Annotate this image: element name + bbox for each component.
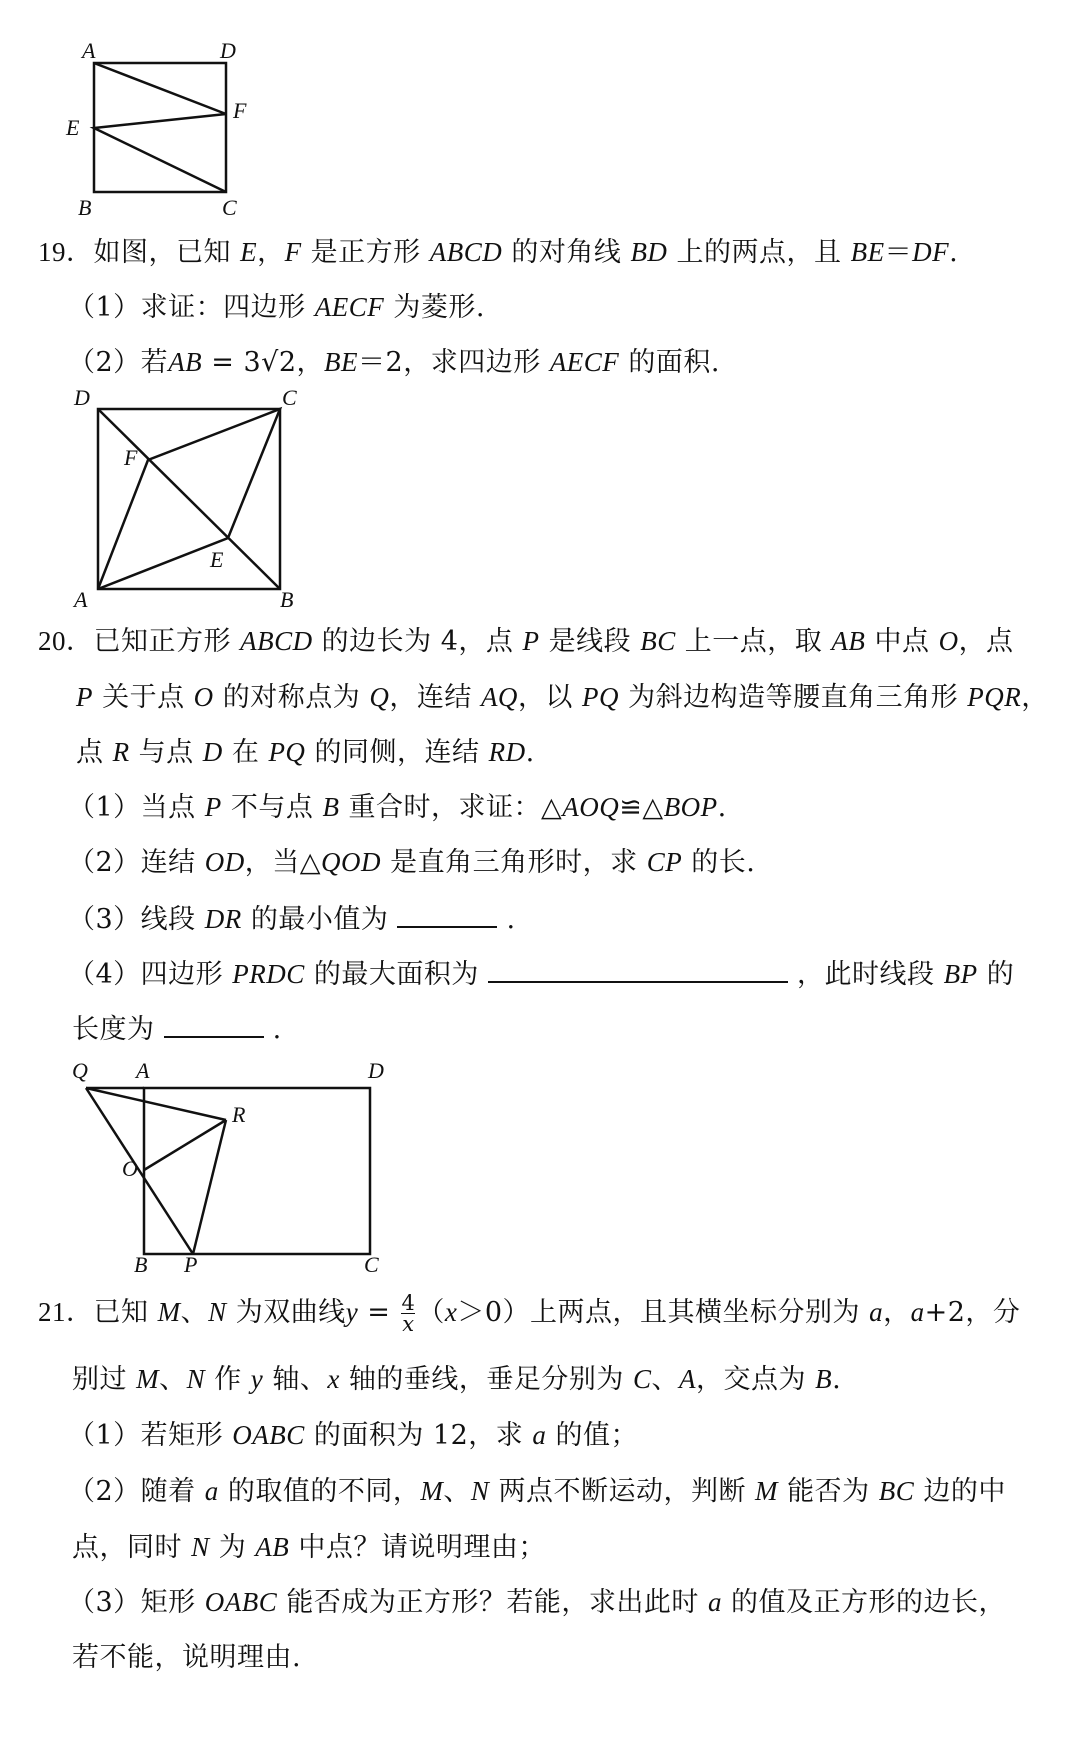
var: F [284, 237, 302, 267]
text: 中点？请说明理由； [289, 1532, 546, 1563]
label-d: D [220, 38, 236, 63]
text: . [717, 792, 727, 823]
var: RD [488, 737, 526, 767]
numerator: 4 [401, 1291, 416, 1315]
q21-stem-1 [38, 1293, 1020, 1334]
var: P [76, 682, 93, 712]
text: ， [296, 347, 325, 378]
label-e: E [210, 547, 224, 572]
q20-part2 [68, 845, 755, 880]
label-d: D [368, 1058, 384, 1083]
label-b: B [280, 587, 294, 612]
q20-part1 [68, 790, 727, 825]
text: （2）若 [68, 347, 169, 378]
q21-part2-cont [72, 1530, 546, 1565]
text: 的面积. [619, 347, 720, 378]
text: （3）线段 [68, 904, 205, 935]
var: BD [630, 237, 668, 267]
text: ≌△ [619, 792, 664, 823]
text: 中点 [865, 626, 939, 657]
var: N [208, 1297, 227, 1327]
figure-q18 [60, 38, 260, 218]
var: P [522, 626, 540, 656]
text: 是直角三角形时，求 [381, 847, 647, 878]
text: 不与点 [221, 792, 323, 823]
var: R [112, 737, 130, 767]
text: 作 [205, 1364, 251, 1395]
q20-number: 20． [38, 626, 94, 656]
var: BOP [663, 792, 718, 822]
label-a: A [136, 1058, 150, 1083]
var: AECF [549, 347, 620, 377]
var: ABCD [429, 237, 503, 267]
text: （2）随着 [68, 1476, 205, 1507]
var: y [250, 1364, 264, 1394]
q20-stem-3 [76, 735, 535, 770]
text: 关于点 [93, 682, 194, 713]
text: 能否成为正方形？若能，求出此时 [277, 1587, 708, 1618]
label-c: C [282, 385, 297, 410]
var: a [204, 1476, 219, 1506]
text: . [497, 904, 516, 935]
text: 点 [76, 737, 113, 768]
var: AB [831, 626, 866, 656]
text: 的长. [682, 847, 756, 878]
text: 已知正方形 [93, 626, 241, 657]
text: ＝ [884, 237, 913, 268]
text: ，交点为 [696, 1364, 816, 1395]
figure-q20 [60, 1050, 384, 1277]
var: E [240, 237, 258, 267]
q19-number: 19． [38, 237, 94, 267]
text: 能否为 [778, 1476, 879, 1507]
text: （1）当点 [68, 792, 205, 823]
q20-stem-1 [38, 624, 1014, 659]
text: 在 [222, 737, 269, 768]
q20-part4 [68, 955, 1014, 992]
text: ，当△ [244, 847, 322, 878]
label-d: D [74, 385, 90, 410]
var: M [136, 1364, 160, 1394]
var: N [186, 1364, 206, 1394]
text: 点，同时 [72, 1532, 192, 1563]
var: AQ [480, 682, 518, 712]
segment-qp [86, 1088, 193, 1254]
label-b: B [134, 1252, 148, 1277]
text: 的 [977, 959, 1015, 990]
text: 两点不断运动，判断 [489, 1476, 756, 1507]
text: . [832, 1364, 842, 1395]
text: 、 [159, 1364, 187, 1395]
text: 长度为 [72, 1014, 164, 1045]
text: （4）四边形 [68, 959, 233, 990]
square-abcd [94, 63, 226, 192]
text: （3）矩形 [68, 1587, 205, 1618]
var: A [679, 1364, 697, 1394]
text: （1）若矩形 [68, 1420, 233, 1451]
text: ， [883, 1297, 911, 1328]
text: 上的两点，且 [667, 237, 851, 268]
label-p: P [184, 1252, 198, 1277]
var: N [470, 1476, 490, 1506]
text: 、 [443, 1476, 471, 1507]
text: 、 [651, 1364, 680, 1395]
text: = 3√2 [202, 347, 297, 378]
var: N [191, 1532, 210, 1562]
var: PQ [268, 737, 306, 767]
q19-part2 [68, 345, 720, 380]
text: ，此时线段 [787, 959, 944, 990]
var: BE [850, 237, 885, 267]
label-q: Q [72, 1058, 88, 1083]
var: OD [204, 847, 245, 877]
var: P [204, 792, 222, 822]
figure-q19 [60, 385, 320, 610]
q21-part3 [68, 1585, 1006, 1620]
q20-stem-2 [76, 680, 1049, 715]
var: ABCD [240, 626, 313, 656]
text: 已知 [93, 1297, 158, 1328]
text: 、 [180, 1297, 209, 1328]
text: （1）求证：四边形 [68, 292, 315, 323]
text: . [525, 737, 535, 768]
label-b: B [78, 195, 92, 220]
text: . [949, 237, 959, 268]
text: 的同侧，连结 [305, 737, 489, 768]
text: = [358, 1297, 400, 1328]
label-a: A [74, 587, 88, 612]
answer-blank-max-area[interactable] [488, 955, 788, 983]
text: . [263, 1014, 282, 1045]
text: 别过 [72, 1364, 137, 1395]
var: PRDC [232, 959, 305, 989]
var: a [532, 1420, 547, 1450]
var: BC [878, 1476, 915, 1506]
var: C [633, 1364, 652, 1394]
text: 的边长为 4，点 [312, 626, 523, 657]
var: B [322, 792, 340, 822]
text: 的取值的不同， [218, 1476, 421, 1507]
label-c: C [222, 195, 237, 220]
var: AB [168, 347, 203, 377]
text: 的对称点为 [213, 682, 370, 713]
q21-part2 [68, 1474, 1006, 1509]
var: BP [943, 959, 978, 989]
text: 是线段 [539, 626, 641, 657]
segment-qr [86, 1088, 226, 1120]
var: M [755, 1476, 779, 1506]
var: D [202, 737, 223, 767]
text: 若不能，说明理由. [72, 1642, 302, 1673]
label-r: R [232, 1102, 246, 1127]
var: PQR [967, 682, 1022, 712]
label-o: O [122, 1156, 138, 1181]
text: 是正方形 [301, 237, 430, 268]
label-f: F [233, 98, 247, 123]
var: DR [204, 904, 242, 934]
var: QOD [321, 847, 382, 877]
text: ，点 [958, 626, 1014, 657]
var: PQ [582, 682, 620, 712]
text: （ [417, 1297, 445, 1328]
var: AB [255, 1532, 290, 1562]
var: x [327, 1364, 340, 1394]
text: ，以 [517, 682, 583, 713]
answer-blank-bp-length[interactable] [164, 1010, 264, 1038]
var: AOQ [562, 792, 620, 822]
var: M [420, 1476, 444, 1506]
var: B [815, 1364, 833, 1394]
zigzag-lines [94, 63, 226, 192]
q20-part4-cont [72, 1010, 282, 1047]
q21-stem-2 [72, 1362, 841, 1397]
var: O [193, 682, 214, 712]
text: +2，分 [924, 1297, 1021, 1328]
var: O [938, 626, 959, 656]
var: Q [369, 682, 390, 712]
text: 的最小值为 [241, 904, 398, 935]
text: ＝2，求四边形 [358, 347, 550, 378]
var: M [157, 1297, 181, 1327]
var: a [910, 1297, 925, 1327]
var: a [707, 1587, 722, 1617]
var: a [869, 1297, 884, 1327]
text: 上一点，取 [675, 626, 832, 657]
diagonal-bd [98, 409, 280, 589]
text: ，连结 [389, 682, 481, 713]
var: CP [646, 847, 683, 877]
text: 与点 [129, 737, 203, 768]
denominator: x [402, 1312, 415, 1336]
var: x [444, 1297, 458, 1327]
q21-part3-cont [72, 1641, 301, 1675]
text: ， [257, 237, 285, 268]
text: 的对角线 [502, 237, 631, 268]
q21-number: 21． [38, 1297, 94, 1327]
segment-rp [193, 1120, 226, 1254]
var: BE [324, 347, 359, 377]
text: ＞0）上两点，且其横坐标分别为 [457, 1297, 870, 1328]
text: 的值； [546, 1420, 638, 1451]
var: DF [912, 237, 950, 267]
text: 的值及正方形的边长， [721, 1587, 1007, 1618]
label-a: A [82, 38, 96, 63]
text: 轴的垂线，垂足分别为 [339, 1364, 634, 1395]
text: 为斜边构造等腰直角三角形 [619, 682, 968, 713]
text: 如图，已知 [93, 237, 241, 268]
q19-stem [38, 235, 958, 270]
label-c: C [364, 1252, 379, 1277]
answer-blank-dr-min[interactable] [397, 900, 497, 928]
var: OABC [232, 1420, 305, 1450]
fraction-4-over-x [401, 1293, 415, 1334]
q21-part1 [68, 1418, 638, 1453]
label-e: E [66, 115, 80, 140]
text: 的面积为 12，求 [304, 1420, 533, 1451]
segment-or [144, 1120, 226, 1170]
text: 为菱形. [384, 292, 485, 323]
var: BC [640, 626, 676, 656]
text: 为双曲线 [226, 1297, 346, 1328]
text: （2）连结 [68, 847, 205, 878]
q20-part3 [68, 900, 516, 937]
q19-part1 [68, 290, 485, 325]
text: 轴、 [263, 1364, 328, 1395]
text: 重合时，求证：△ [339, 792, 563, 823]
label-f: F [124, 445, 138, 470]
text: 的最大面积为 [304, 959, 488, 990]
var: AECF [314, 292, 385, 322]
var: OABC [204, 1587, 278, 1617]
text: 为 [209, 1532, 256, 1563]
text: 边的中 [914, 1476, 1006, 1507]
var: y [345, 1297, 359, 1327]
text: ， [1021, 682, 1049, 713]
